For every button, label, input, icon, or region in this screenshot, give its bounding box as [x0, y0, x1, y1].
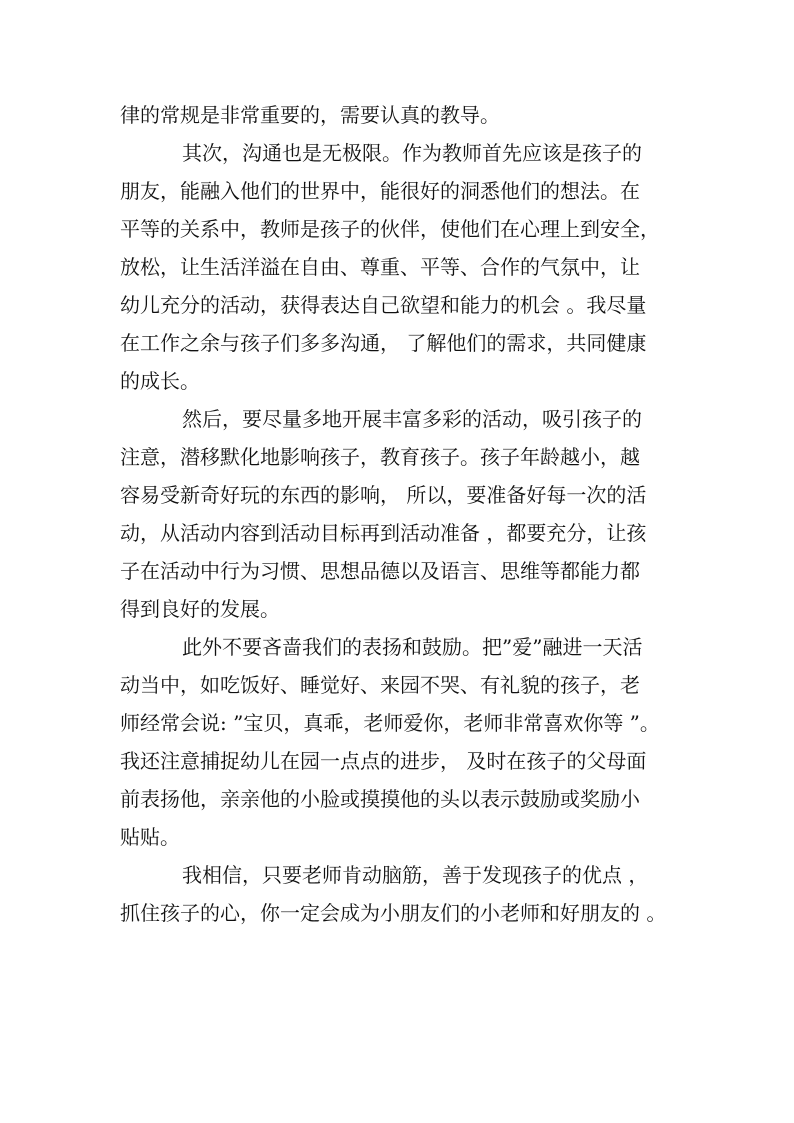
paragraph-line: 的成长。: [120, 369, 200, 393]
paragraph-line: 律的常规是非常重要的，需要认真的教导。: [120, 103, 500, 127]
paragraph-line: 前表扬他，亲亲他的小脸或摸摸他的头以表示鼓励或奖励小: [120, 787, 640, 811]
paragraph-line: 容易受新奇好玩的东西的影响， 所以，要准备好每一次的活: [120, 483, 647, 507]
paragraph-line: 注意，潜移默化地影响孩子，教育孩子。孩子年龄越小，越: [120, 445, 640, 469]
paragraph-2: [120, 134, 676, 400]
paragraph-5: [120, 856, 676, 932]
paragraph-4: [120, 628, 676, 856]
document-body: [120, 96, 676, 932]
paragraph-line: 师经常会说: ”宝贝，真乖，老师爱你，老师非常喜欢你等 ”。: [120, 711, 660, 735]
paragraph-line: 幼儿充分的活动，获得表达自己欲望和能力的机会 。我尽量: [120, 293, 647, 317]
paragraph-line: 此外不要吝啬我们的表扬和鼓励。把”爱”融进一天活: [182, 635, 643, 659]
paragraph-line: 子在活动中行为习惯、思想品德以及语言、思维等都能力都: [120, 559, 640, 583]
paragraph-line: 然后，要尽量多地开展丰富多彩的活动，吸引孩子的: [182, 407, 642, 431]
paragraph-line: 放松，让生活洋溢在自由、尊重、平等、合作的气氛中，让: [120, 255, 640, 279]
paragraph-line: 贴贴。: [120, 825, 180, 849]
paragraph-line: 动，从活动内容到活动目标再到活动准备 ，都要充分，让孩: [120, 521, 647, 545]
paragraph-line: 朋友，能融入他们的世界中，能很好的洞悉他们的想法。在: [120, 179, 640, 203]
paragraph-line: 我还注意捕捉幼儿在园一点点的进步， 及时在孩子的父母面: [120, 749, 647, 773]
paragraph-line: 得到良好的发展。: [120, 597, 280, 621]
paragraph-line: 平等的关系中，教师是孩子的伙伴，使他们在心理上到安全，: [120, 217, 660, 241]
paragraph-line: 其次，沟通也是无极限。作为教师首先应该是孩子的: [182, 141, 642, 165]
paragraph-line: 我相信，只要老师肯动脑筋，善于发现孩子的优点 ，: [182, 863, 649, 887]
paragraph-line: 抓住孩子的心，你一定会成为小朋友们的小老师和好朋友的 。: [120, 901, 667, 925]
paragraph-1: [120, 96, 676, 134]
paragraph-line: 在工作之余与孩子们多多沟通， 了解他们的需求，共同健康: [120, 331, 647, 355]
paragraph-line: 动当中，如吃饭好、睡觉好、来园不哭、有礼貌的孩子，老: [120, 673, 640, 697]
paragraph-3: [120, 400, 676, 628]
